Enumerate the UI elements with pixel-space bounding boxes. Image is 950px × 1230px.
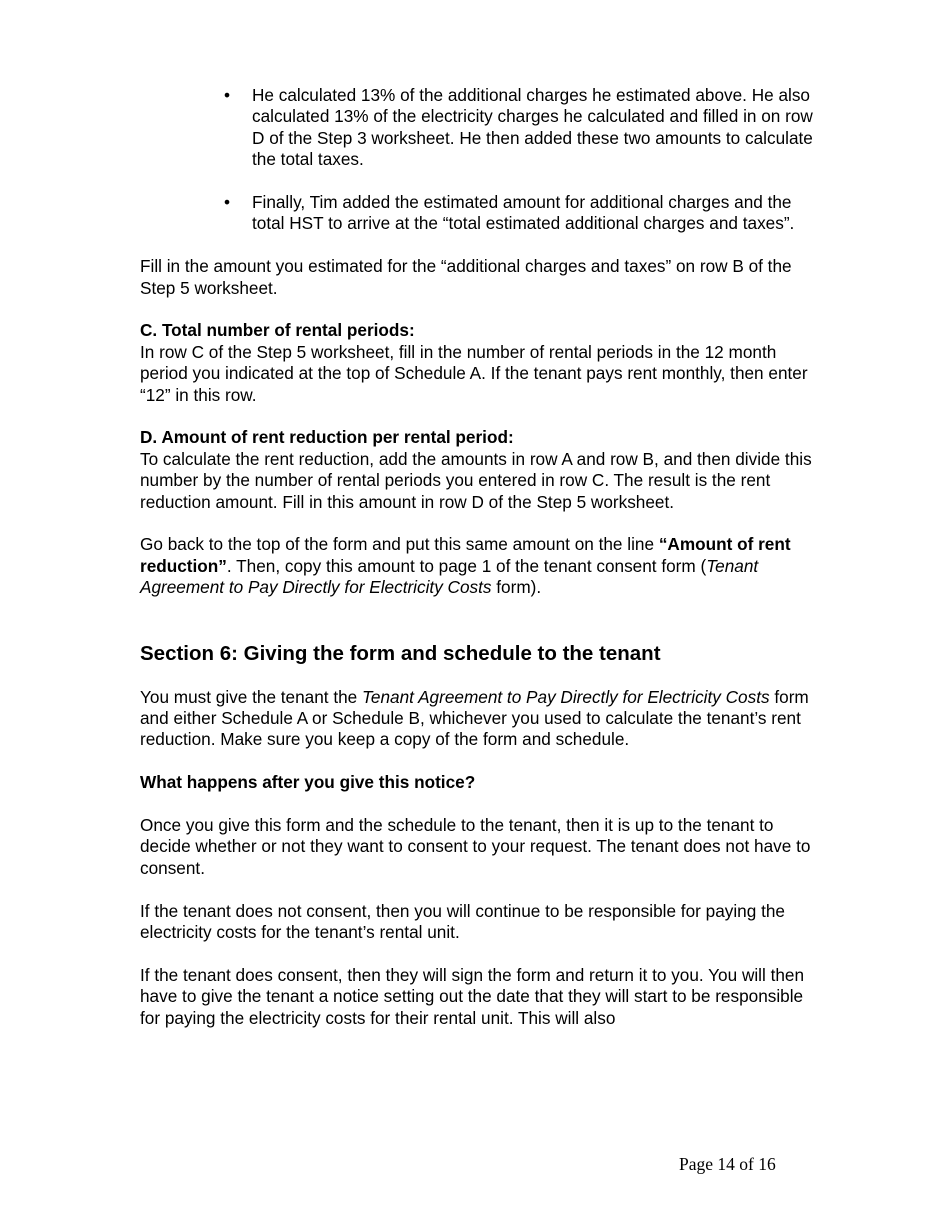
bullet-item bbox=[224, 85, 820, 171]
bullet-icon: • bbox=[224, 192, 231, 213]
section-d-heading: D. Amount of rent reduction per rental period: bbox=[140, 427, 514, 448]
paragraph-fill-row-b: Fill in the amount you estimated for the “additional charges and taxes” on row B of the Step 5 worksheet. bbox=[140, 256, 792, 298]
bullet-text: He calculated 13% of the additional charges he estimated above. He also calculated 13% of the electricity charges he calculated and filled in on row D of the Step 3 worksheet. He then added these two amounts to calculate the total taxes. bbox=[252, 85, 813, 170]
section-6-title: Section 6: Giving the form and schedule to the tenant bbox=[140, 641, 661, 665]
section-c bbox=[140, 320, 820, 406]
text-run: Go back to the top of the form and put this same amount on the line bbox=[140, 534, 659, 555]
bullet-list bbox=[140, 85, 820, 235]
section-c-body: In row C of the Step 5 worksheet, fill in the number of rental periods in the 12 month period you indicated at the top of Schedule A. If the tenant pays rent monthly, then enter “12” in this row. bbox=[140, 341, 808, 405]
italic-text-run: Tenant Agreement to Pay Directly for Electricity Costs bbox=[362, 686, 770, 707]
bold-text-run: “Amount of rent reduction” bbox=[140, 534, 791, 576]
paragraph-not-consent: If the tenant does not consent, then you will continue to be responsible for paying the electricity costs for the tenant’s rental unit. bbox=[140, 900, 785, 943]
section-c-heading: C. Total number of rental periods: bbox=[140, 320, 415, 341]
paragraph-once-given: Once you give this form and the schedule to the tenant, then it is up to the tenant to decide whether or not they want to consent to your request. The tenant does not have to consent. bbox=[140, 815, 811, 878]
section-d bbox=[140, 427, 820, 513]
paragraph-give-tenant bbox=[140, 687, 820, 751]
bullet-text: Finally, Tim added the estimated amount for additional charges and the total HST to arrive at the “total estimated additional charges and taxes”. bbox=[252, 192, 795, 234]
paragraph-go-back bbox=[140, 534, 820, 598]
text-run: . Then, copy this amount to page 1 of the tenant consent form ( bbox=[226, 555, 707, 576]
text-run: form and either Schedule A or Schedule B, whichever you used to calculate the tenant’s rent reduction. Make sure you keep a copy of the form and schedule. bbox=[140, 686, 809, 750]
text-run: You must give the tenant the bbox=[140, 686, 363, 707]
bullet-icon: • bbox=[224, 85, 231, 105]
text-run: form). bbox=[491, 577, 542, 598]
paragraph-consent: If the tenant does consent, then they will sign the form and return it to you. You will then have to give the tenant a notice setting out the date that they will start to be responsible for paying the electricity costs for their rental unit. This will also bbox=[140, 964, 805, 1028]
bullet-item bbox=[224, 192, 820, 235]
section-d-body: To calculate the rent reduction, add the amounts in row A and row B, and then divide this number by the number of rental periods you entered in row C. The result is the rent reduction amount. Fill in this amount in row D of the Step 5 worksheet. bbox=[140, 448, 812, 512]
document-page bbox=[140, 85, 820, 1051]
what-happens-heading bbox=[140, 772, 820, 793]
page-number: Page 14 of 16 bbox=[679, 1154, 776, 1174]
bold-text-run: What happens after you give this notice? bbox=[140, 772, 476, 793]
italic-text-run: Tenant Agreement to Pay Directly for Electricity Costs bbox=[140, 555, 759, 598]
